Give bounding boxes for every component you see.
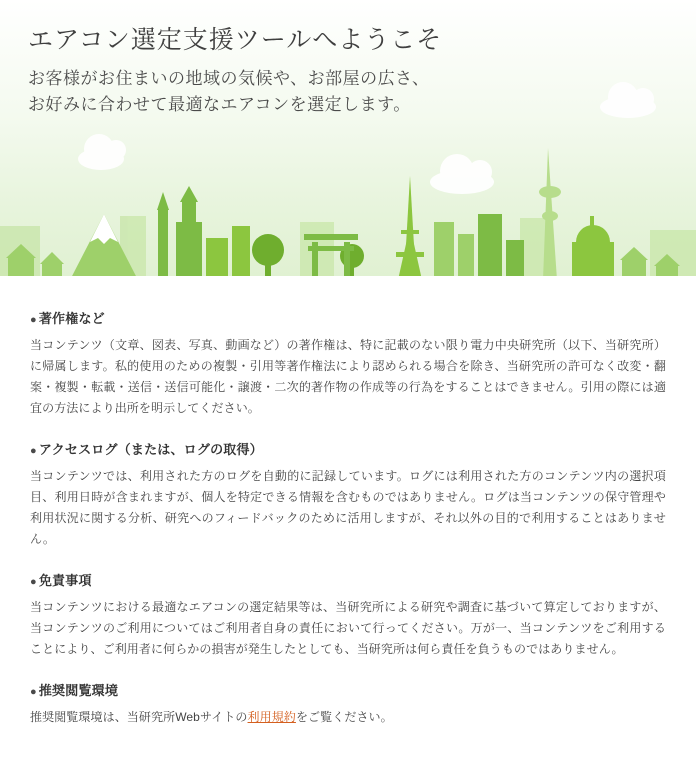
section-body: 当コンテンツでは、利用された方のログを自動的に記録しています。ログには利用された方のコンテンツ内の選択項目、利用日時が含まれますが、個人を特定できる情報を含むものではありません。ログは当コンテンツの保守管理や利用状況に関する分析、研究へのフィードバックのために活用しますが、それ以外の目的で利用することはありません。 [30, 469, 666, 546]
hero-banner [0, 0, 696, 290]
section-copyright [30, 308, 666, 419]
cityscape-illustration [0, 130, 696, 290]
section-heading [30, 680, 666, 699]
section-heading [30, 308, 666, 327]
bullet-icon: ● [30, 445, 37, 457]
section-body: 当コンテンツ（文章、図表、写真、動画など）の著作権は、特に記載のない限り電力中央研究所（以下、当研究所）に帰属します。私的使用のための複製・引用等著作権法により認められる場合を除き、当研究所の許可なく改変・翻案・複製・転載・送信・送信可能化・譲渡・二次的著作物の作成等の行為をすることはできません。引用の際には適宜の方法により出所を明示してください。 [30, 338, 666, 415]
section-heading-text: 著作権など [38, 311, 105, 326]
bullet-icon: ● [30, 314, 37, 326]
terms-content [0, 290, 696, 758]
hero-text-block [28, 20, 442, 119]
browser-body-before: 推奨閲覧環境は、当研究所Webサイトの [30, 710, 248, 724]
section-disclaimer [30, 570, 666, 660]
bullet-icon: ● [30, 686, 37, 698]
hero-subtitle-line-2: お好みに合わせて最適なエアコンを選定します。 [28, 95, 411, 115]
section-access-log [30, 439, 666, 550]
section-heading [30, 570, 666, 589]
browser-body-after: をご覧ください。 [295, 710, 393, 724]
hero-subtitle-line-1: お客様がお住まいの地域の気候や、お部屋の広さ、 [28, 69, 430, 88]
hero-ground-strip [0, 276, 696, 290]
bullet-icon: ● [30, 576, 37, 588]
section-heading [30, 439, 666, 458]
cloud-icon [600, 96, 656, 118]
section-body [30, 707, 666, 728]
page-title: エアコン選定支援ツールへようこそ [28, 26, 443, 54]
section-heading-text: アクセスログ（または、ログの取得） [38, 442, 263, 457]
section-heading-text: 免責事項 [38, 573, 92, 588]
terms-of-use-link[interactable]: 利用規約 [247, 710, 296, 724]
section-heading-text: 推奨閲覧環境 [38, 683, 119, 698]
section-body: 当コンテンツにおける最適なエアコンの選定結果等は、当研究所による研究や調査に基づいて算定しておりますが、当コンテンツのご利用についてはご利用者自身の責任において行ってください。万が一、当コンテンツをご利用することにより、ご利用者に何らかの損害が発生したとしても、当研究所は何ら責任を負うものではありません。 [30, 600, 666, 656]
section-recommended-browser [30, 680, 666, 728]
